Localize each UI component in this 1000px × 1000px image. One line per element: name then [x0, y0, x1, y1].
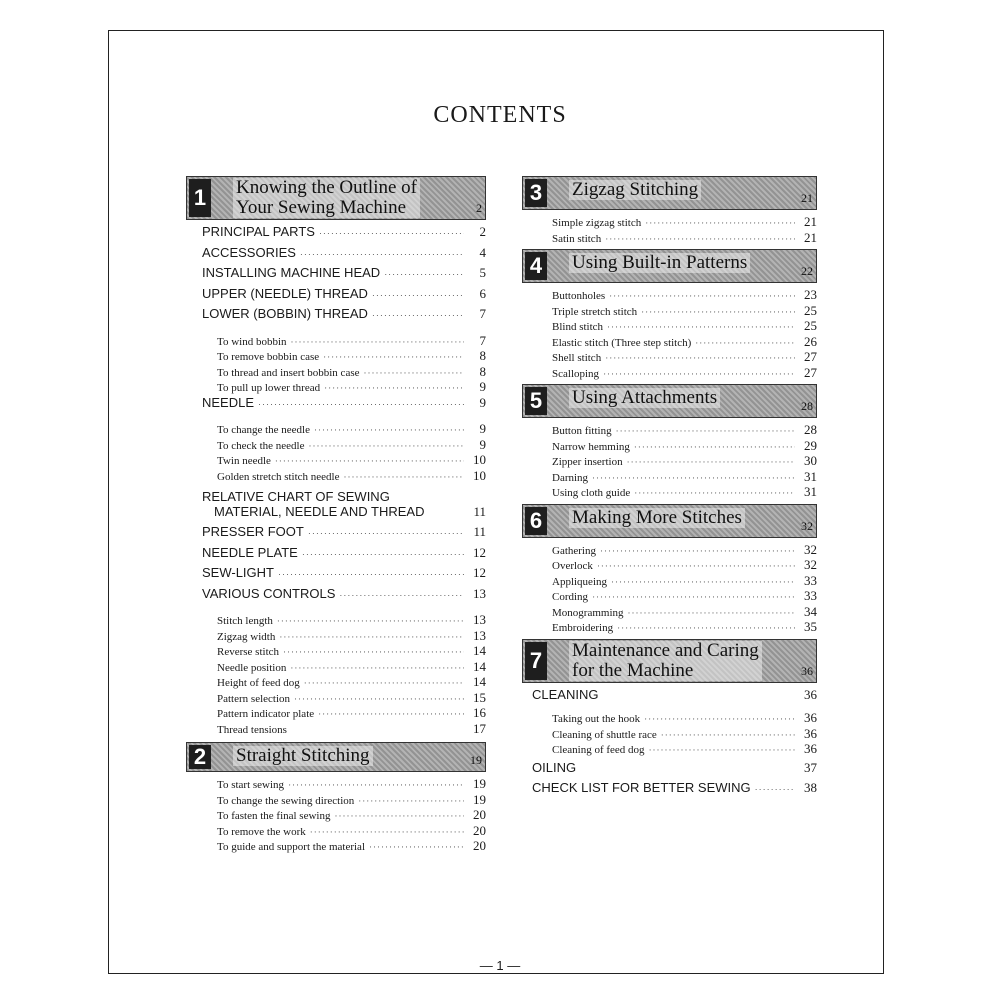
- entry-label: Cording: [552, 591, 589, 603]
- toc-subentry-thread-insert[interactable]: [186, 364, 486, 380]
- entry-page: 13: [473, 585, 486, 601]
- leader-dots: [369, 842, 464, 852]
- entry-label: To change the needle: [217, 424, 310, 436]
- leader-dots: [290, 663, 464, 673]
- entry-page: 29: [804, 437, 817, 453]
- chapter-6-heading[interactable]: [522, 504, 817, 538]
- entry-label: Embroidering: [552, 622, 614, 634]
- leader-dots: [597, 561, 795, 571]
- leader-dots: [302, 549, 464, 559]
- entry-page: 8: [479, 348, 486, 363]
- toc-subentry-fasten[interactable]: [186, 807, 486, 823]
- leader-dots: [310, 827, 464, 837]
- toc-subentry-shuttle-race[interactable]: [522, 726, 817, 742]
- leader-dots: [358, 796, 464, 806]
- leader-dots: [372, 310, 464, 320]
- leader-dots: [323, 352, 464, 362]
- leader-dots: [649, 745, 795, 755]
- entry-label: SEW-LIGHT: [202, 565, 274, 580]
- entry-page: 11: [473, 524, 486, 539]
- toc-entry-lower-thread[interactable]: [186, 306, 486, 327]
- page-number-footer: — 1 —: [479, 958, 521, 973]
- toc-subentry-golden-needle[interactable]: [186, 468, 486, 484]
- entry-page: 5: [479, 265, 486, 280]
- leader-dots: [279, 632, 464, 642]
- entry-page: 33: [804, 572, 817, 588]
- chapter-title: Making More Stitches: [569, 508, 745, 528]
- chapter-7-heading[interactable]: [522, 639, 817, 683]
- leader-dots: [319, 228, 464, 238]
- leader-dots: [308, 528, 464, 538]
- entry-page: 9: [479, 421, 486, 436]
- entry-label: Satin stitch: [552, 232, 602, 245]
- entry-page: 12: [473, 565, 486, 580]
- chapter-title: Using Built-in Patterns: [569, 253, 750, 273]
- entry-page: 13: [473, 612, 486, 627]
- leader-dots: [605, 234, 795, 244]
- chapter-title-line1: Maintenance and Caring: [572, 639, 759, 661]
- entry-label: To guide and support the material: [217, 841, 365, 853]
- right-column: [522, 176, 817, 801]
- leader-dots: [605, 353, 795, 363]
- entry-page: 25: [804, 302, 817, 318]
- toc-subentry-triple-stretch[interactable]: [522, 303, 817, 319]
- leader-dots: [304, 678, 464, 688]
- toc-entry-needle[interactable]: [186, 395, 486, 416]
- toc-entry-installing[interactable]: [186, 265, 486, 286]
- toc-entry-accessories[interactable]: [186, 245, 486, 266]
- toc-subentry-shell-stitch[interactable]: [522, 349, 817, 365]
- entry-label: Using cloth guide: [552, 487, 631, 499]
- leader-dots: [294, 694, 464, 704]
- entry-page: 35: [804, 619, 817, 634]
- entry-page: 31: [804, 484, 817, 499]
- toc-subentry-darning[interactable]: [522, 469, 817, 485]
- entry-label: Buttonholes: [552, 290, 606, 302]
- toc-subentry-gathering[interactable]: [522, 542, 817, 558]
- entry-label: To remove bobbin case: [217, 351, 320, 363]
- chapter-page: 21: [801, 191, 813, 205]
- entry-label: Reverse stitch: [217, 646, 280, 658]
- entry-page: 32: [804, 541, 817, 557]
- entry-label: Shell stitch: [552, 352, 602, 364]
- entry-label: LOWER (BOBBIN) THREAD: [202, 306, 368, 321]
- chapter-title-line2: for the Machine: [572, 659, 694, 681]
- entry-page: 7: [479, 332, 486, 348]
- chapter-page: 2: [476, 201, 482, 215]
- entry-label: Cleaning of shuttle race: [552, 728, 657, 741]
- entry-label: Pattern indicator plate: [217, 708, 315, 720]
- entry-label: PRESSER FOOT: [202, 524, 304, 539]
- leader-dots: [609, 291, 795, 301]
- entry-page: 16: [473, 705, 486, 720]
- entry-label: Twin needle: [217, 455, 271, 467]
- leader-dots: [372, 290, 464, 300]
- entry-page: 19: [473, 776, 486, 791]
- entry-page: 26: [804, 333, 817, 349]
- entry-label: Gathering: [552, 544, 596, 557]
- entry-page: 9: [479, 436, 486, 452]
- leader-dots: [384, 269, 464, 279]
- toc-subentry-monogramming[interactable]: [522, 604, 817, 620]
- chapter-page: 32: [801, 518, 813, 533]
- toc-entry-relative-chart[interactable]: [186, 489, 486, 521]
- chapter-2-heading[interactable]: [186, 742, 486, 772]
- leader-dots: [592, 473, 795, 483]
- toc-subentry-buttonholes[interactable]: [522, 287, 817, 303]
- toc-subentry-elastic-stitch[interactable]: [522, 334, 817, 350]
- entry-label: Appliqueing: [552, 575, 607, 588]
- leader-dots: [278, 569, 464, 579]
- leader-dots: [344, 472, 465, 482]
- toc-subentry-start-sewing[interactable]: [186, 776, 486, 792]
- leader-dots: [600, 546, 795, 556]
- page-title: CONTENTS: [433, 102, 567, 128]
- leader-dots: [324, 383, 464, 393]
- entry-page: 19: [473, 791, 486, 807]
- leader-dots: [634, 488, 795, 498]
- entry-page: 36: [804, 725, 817, 741]
- entry-label-line1: RELATIVE CHART OF SEWING: [202, 489, 390, 504]
- leader-dots: [275, 456, 464, 466]
- entry-label: Thread tensions: [217, 723, 287, 736]
- toc-subentry-overlock[interactable]: [522, 557, 817, 573]
- toc-subentry-zipper-insertion[interactable]: [522, 453, 817, 469]
- chapter-4-heading[interactable]: [522, 249, 817, 283]
- entry-page: 8: [479, 363, 486, 379]
- entry-label: PRINCIPAL PARTS: [202, 224, 315, 239]
- toc-subentry-cording[interactable]: [522, 588, 817, 604]
- toc-subentry-scalloping[interactable]: [522, 365, 817, 381]
- toc-subentry-change-needle[interactable]: [186, 421, 486, 437]
- entry-label: To thread and insert bobbin case: [217, 366, 360, 379]
- leader-dots: [592, 592, 795, 602]
- leader-dots: [334, 811, 464, 821]
- leader-dots: [641, 307, 795, 317]
- left-column: [186, 176, 486, 854]
- chapter-3-heading[interactable]: [522, 176, 817, 210]
- chapter-number: 6: [525, 507, 547, 535]
- entry-label: To start sewing: [217, 779, 285, 791]
- toc-subentry-change-direction[interactable]: [186, 792, 486, 808]
- entry-page: 6: [479, 285, 486, 301]
- toc-entry-sew-light[interactable]: [186, 565, 486, 586]
- entry-label: Simple zigzag stitch: [552, 217, 642, 229]
- toc-subentry-guide-material[interactable]: [186, 838, 486, 854]
- entry-page: 14: [473, 674, 486, 689]
- chapter-number: 1: [189, 179, 211, 217]
- entry-label: NEEDLE PLATE: [202, 544, 298, 560]
- entry-page: 38: [804, 780, 817, 795]
- toc-entry-principal-parts[interactable]: [186, 224, 486, 245]
- toc-subentry-feed-dog[interactable]: [186, 674, 486, 690]
- leader-dots: [661, 730, 795, 740]
- entry-label: To pull up lower thread: [217, 382, 321, 394]
- entry-page: 33: [804, 588, 817, 603]
- toc-subentry-needle-position[interactable]: [186, 659, 486, 675]
- entry-page: 20: [473, 807, 486, 822]
- entry-label: Elastic stitch (Three step stitch): [552, 336, 692, 349]
- entry-label: Triple stretch stitch: [552, 305, 638, 318]
- entry-page: 23: [804, 287, 817, 302]
- entry-label: Needle position: [217, 661, 287, 674]
- entry-label: NEEDLE: [202, 394, 255, 410]
- entry-page: 27: [804, 349, 817, 364]
- chapter-title: [233, 178, 420, 218]
- entry-label: Scalloping: [552, 367, 600, 380]
- toc-subentry-zigzag-width[interactable]: [186, 628, 486, 644]
- leader-dots: [258, 399, 464, 409]
- chapter-number: 5: [525, 387, 547, 415]
- toc-entry-check-list[interactable]: [522, 780, 817, 801]
- leader-dots: [283, 647, 464, 657]
- entry-page: 4: [479, 244, 486, 260]
- chapter-page: 22: [801, 264, 813, 278]
- toc-subentry-narrow-hemming[interactable]: [522, 438, 817, 454]
- toc-subentry-cloth-guide[interactable]: [522, 484, 817, 500]
- chapter-title-line2: Your Sewing Machine: [236, 197, 407, 218]
- toc-subentry-stitch-length[interactable]: [186, 612, 486, 628]
- leader-dots: [364, 368, 465, 378]
- leader-dots: [616, 426, 795, 436]
- entry-page: 36: [804, 686, 817, 702]
- leader-dots: [318, 709, 464, 719]
- toc-entry-cleaning[interactable]: [522, 687, 817, 708]
- leader-dots: [755, 784, 795, 794]
- entry-label: To remove the work: [217, 825, 306, 838]
- entry-label: Monogramming: [552, 606, 624, 619]
- leader-dots: [645, 218, 795, 228]
- leader-dots: [603, 369, 795, 379]
- chapter-number: 2: [189, 745, 211, 769]
- entry-label: Pattern selection: [217, 692, 291, 705]
- entry-label: To check the needle: [217, 439, 305, 452]
- leader-dots: [314, 425, 464, 435]
- entry-label: Zipper insertion: [552, 456, 623, 468]
- entry-label: ACCESSORIES: [202, 244, 296, 260]
- toc-subentry-remove-bobbin-case[interactable]: [186, 348, 486, 364]
- leader-dots: [288, 780, 464, 790]
- entry-page: 21: [804, 229, 817, 245]
- entry-page: 20: [473, 822, 486, 838]
- entry-page: 15: [473, 689, 486, 705]
- entry-page: 12: [473, 544, 486, 560]
- leader-dots: [695, 338, 795, 348]
- chapter-number: 3: [525, 179, 547, 207]
- entry-page: 17: [473, 720, 486, 736]
- chapter-title: [569, 641, 762, 681]
- chapter-number: 4: [525, 252, 547, 280]
- toc-subentry-blind-stitch[interactable]: [522, 318, 817, 334]
- toc-subentry-button-fitting[interactable]: [522, 422, 817, 438]
- toc-entry-presser-foot[interactable]: [186, 524, 486, 545]
- leader-dots: [628, 608, 796, 618]
- entry-label: Zigzag width: [217, 630, 276, 643]
- toc-entry-oiling[interactable]: [522, 760, 817, 781]
- entry-label: Darning: [552, 471, 589, 484]
- entry-page: 31: [804, 468, 817, 484]
- entry-label: Button fitting: [552, 425, 612, 437]
- entry-page: 13: [473, 627, 486, 643]
- chapter-5-heading[interactable]: [522, 384, 817, 418]
- leader-dots: [339, 590, 464, 600]
- entry-label: INSTALLING MACHINE HEAD: [202, 265, 381, 280]
- entry-label: To fasten the final sewing: [217, 810, 331, 822]
- entry-label: Blind stitch: [552, 321, 604, 333]
- toc-subentry-appliqueing[interactable]: [522, 573, 817, 589]
- entry-label: CHECK LIST FOR BETTER SEWING: [532, 780, 751, 795]
- toc-subentry-thread-tensions[interactable]: [186, 721, 486, 737]
- entry-label: VARIOUS CONTROLS: [202, 585, 336, 601]
- chapter-title: Straight Stitching: [233, 746, 373, 766]
- chapter-page: 19: [470, 753, 482, 767]
- leader-dots: [644, 714, 795, 724]
- entry-page: 20: [473, 838, 486, 853]
- leader-dots: [300, 249, 464, 259]
- entry-label: Taking out the hook: [552, 713, 641, 725]
- chapter-page: 36: [801, 663, 813, 678]
- entry-page: 32: [804, 557, 817, 572]
- toc-subentry-pull-up[interactable]: [186, 379, 486, 395]
- entry-label: To change the sewing direction: [217, 794, 355, 807]
- entry-label: UPPER (NEEDLE) THREAD: [202, 285, 368, 301]
- entry-label: Height of feed dog: [217, 677, 300, 689]
- entry-page: 27: [804, 364, 817, 380]
- chapter-title-line1: Knowing the Outline of: [236, 177, 418, 198]
- entry-label: OILING: [532, 759, 577, 775]
- entry-page: 36: [804, 741, 817, 756]
- entry-page: 11: [473, 504, 486, 519]
- entry-label: CLEANING: [532, 686, 599, 702]
- toc-subentry-embroidering[interactable]: [522, 619, 817, 635]
- entry-page: 9: [479, 379, 486, 394]
- toc-entry-various-controls[interactable]: [186, 586, 486, 607]
- entry-page: 14: [473, 658, 486, 674]
- entry-page: 10: [473, 452, 486, 467]
- entry-page: 28: [804, 422, 817, 437]
- chapter-1-heading[interactable]: [186, 176, 486, 220]
- entry-label: Golden stretch stitch needle: [217, 470, 340, 483]
- entry-page: 9: [479, 394, 486, 410]
- toc-entry-upper-thread[interactable]: [186, 286, 486, 307]
- entry-label: Stitch length: [217, 615, 273, 627]
- leader-dots: [291, 337, 464, 347]
- toc-subentry-pattern-indicator[interactable]: [186, 705, 486, 721]
- toc-subentry-simple-zigzag[interactable]: [522, 214, 817, 230]
- toc-subentry-check-needle[interactable]: [186, 437, 486, 453]
- leader-dots: [309, 441, 465, 451]
- leader-dots: [634, 442, 795, 452]
- entry-page: 7: [479, 306, 486, 321]
- toc-subentry-remove-work[interactable]: [186, 823, 486, 839]
- toc-entry-needle-plate[interactable]: [186, 545, 486, 566]
- entry-label: Narrow hemming: [552, 440, 630, 453]
- chapter-title: Zigzag Stitching: [569, 180, 701, 200]
- chapter-number: 7: [525, 642, 547, 680]
- toc-subentry-clean-feed-dog[interactable]: [522, 741, 817, 757]
- entry-page: 36: [804, 710, 817, 725]
- toc-subentry-reverse-stitch[interactable]: [186, 643, 486, 659]
- toc-subentry-twin-needle[interactable]: [186, 452, 486, 468]
- entry-page: 34: [804, 603, 817, 619]
- entry-page: 10: [473, 467, 486, 483]
- entry-label: Overlock: [552, 560, 593, 572]
- leader-dots: [627, 457, 795, 467]
- leader-dots: [607, 322, 795, 332]
- leader-dots: [277, 616, 464, 626]
- toc-subentry-wind-bobbin[interactable]: [186, 333, 486, 349]
- entry-page: 37: [804, 759, 817, 775]
- entry-page: 21: [804, 214, 817, 229]
- toc-subentry-satin-stitch[interactable]: [522, 230, 817, 246]
- toc-subentry-pattern-selection[interactable]: [186, 690, 486, 706]
- entry-page: 2: [479, 224, 486, 239]
- leader-dots: [611, 577, 795, 587]
- entry-label: Cleaning of feed dog: [552, 744, 645, 756]
- leader-dots: [617, 623, 795, 633]
- entry-page: 30: [804, 453, 817, 468]
- chapter-page: 28: [801, 399, 813, 413]
- entry-page: 25: [804, 318, 817, 333]
- entry-page: 14: [473, 643, 486, 658]
- chapter-title: Using Attachments: [569, 388, 720, 408]
- entry-label-line2: MATERIAL, NEEDLE AND THREAD: [214, 504, 425, 519]
- entry-label: To wind bobbin: [217, 335, 287, 348]
- toc-subentry-taking-out-hook[interactable]: [522, 710, 817, 726]
